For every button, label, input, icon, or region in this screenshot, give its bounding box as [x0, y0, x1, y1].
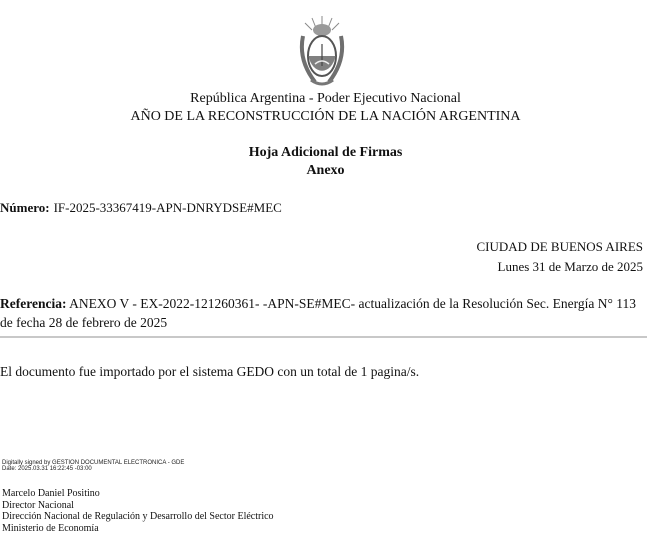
digital-signature-date: Date: 2025.03.31 16:22:45 -03:00 — [2, 466, 92, 472]
signer-ministry: Ministerio de Economía — [2, 522, 99, 534]
document-number-label: Número: — [0, 200, 50, 215]
document-title: Hoja Adicional de Firmas — [248, 145, 403, 160]
document-subtitle: Anexo — [306, 163, 345, 178]
document-number — [0, 200, 282, 216]
body-text: El documento fue importado por el sistema GEDO con un total de 1 pagina/s. — [0, 364, 420, 379]
signer-block — [2, 488, 274, 534]
reference — [0, 294, 640, 332]
document-date: Lunes 31 de Marzo de 2025 — [497, 259, 643, 274]
document-number-value: IF-2025-33367419-APN-DNRYDSE#MEC — [53, 200, 282, 215]
reference-text: ANEXO V - EX-2022-121260361- -APN-SE#MEC- actualización de la Resolución Sec. Energía N° 113 de fecha 28 de febrero de 2025 — [0, 296, 637, 330]
header-year-motto: AÑO DE LA RECONSTRUCCIÓN DE LA NACIÓN ARGENTINA — [130, 109, 521, 124]
document-city: CIUDAD DE BUENOS AIRES — [476, 239, 643, 254]
reference-label: Referencia: — [0, 296, 67, 311]
header-republic: República Argentina - Poder Ejecutivo Nacional — [190, 91, 461, 106]
signer-position: Director Nacional — [2, 499, 74, 511]
signer-name: Marcelo Daniel Positino — [2, 488, 100, 499]
divider — [0, 336, 647, 338]
argentina-coat-of-arms-icon — [297, 14, 347, 90]
digital-signature-stamp — [2, 460, 184, 472]
digital-signature-line: Digitally signed by GESTION DOCUMENTAL ELECTRONICA - GDE — [2, 460, 185, 466]
signer-office: Dirección Nacional de Regulación y Desarrollo del Sector Eléctrico — [2, 511, 274, 522]
